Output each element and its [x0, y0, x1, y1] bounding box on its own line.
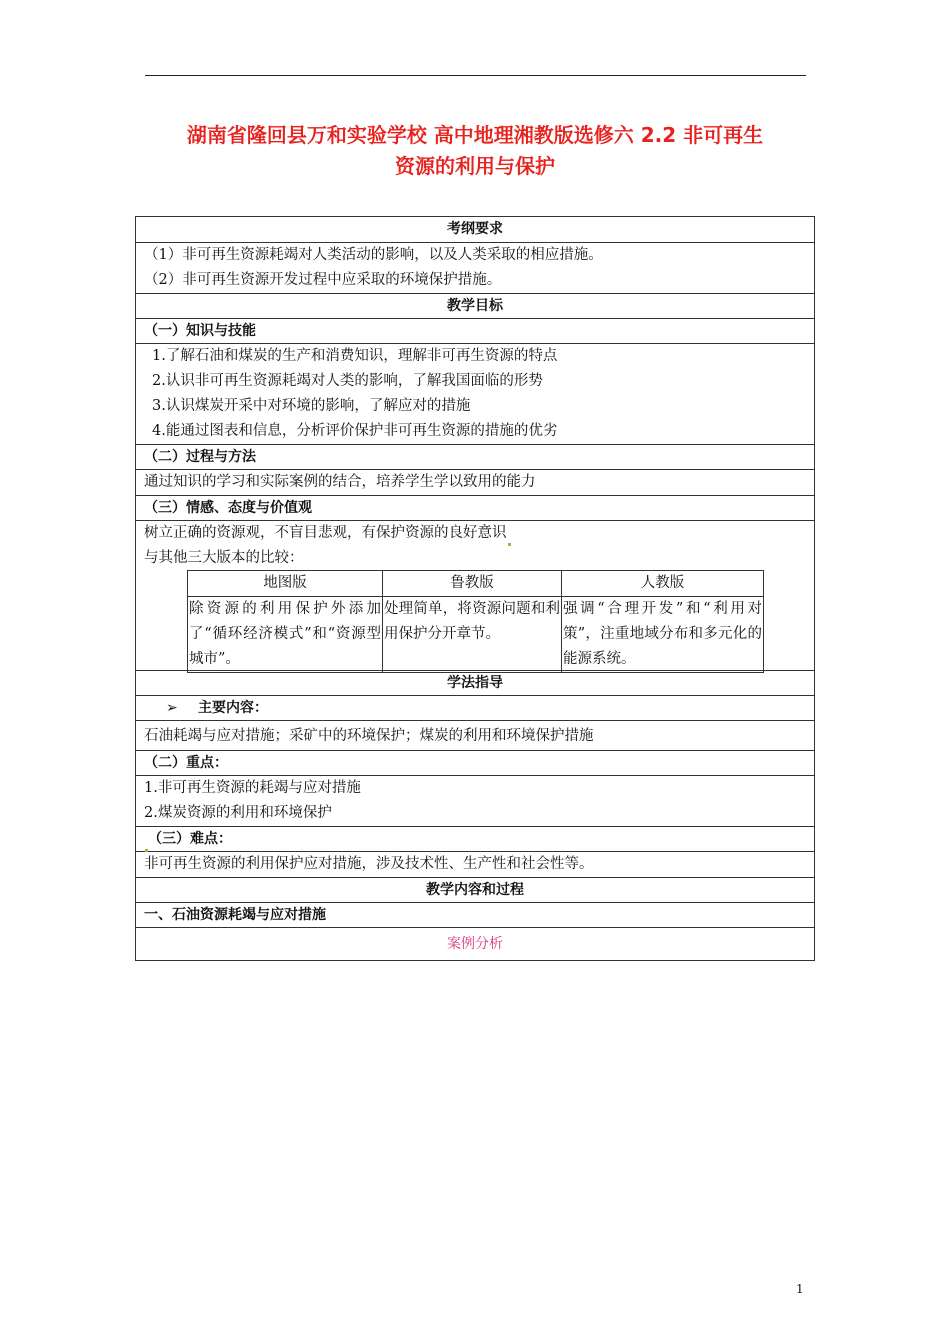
- comparison-body-row: [188, 597, 764, 673]
- emotion-section: [136, 520, 814, 670]
- lesson-table: [135, 216, 815, 961]
- mubiao-heading: 教学目标: [136, 293, 814, 318]
- main-content-text: 石油耗竭与应对措施；采矿中的环境保护；煤炭的利用和环境保护措施: [136, 720, 814, 750]
- emotion-text-line: 树立正确的资源观，不盲目悲观，有保护资源的良好意识: [144, 521, 511, 546]
- title-line-1: 湖南省隆回县万和实验学校 高中地理湘教版选修六 2.2 非可再生: [186, 123, 764, 147]
- key-item-1: 1.非可再生资源的耗竭与应对措施: [144, 780, 361, 796]
- page-number: 1: [796, 1282, 804, 1296]
- process-heading: （二）过程与方法: [136, 444, 814, 469]
- comparison-header-lujiao: 鲁教版: [383, 571, 562, 597]
- difficult-heading: （三）难点：: [136, 826, 814, 851]
- header-rule: [145, 75, 806, 76]
- title-line-2: 资源的利用与保护: [395, 154, 555, 178]
- process-content-heading: 教学内容和过程: [136, 877, 814, 902]
- kaogang-item-2: （2）非可再生资源开发过程中应采取的环境保护措施。: [144, 272, 502, 288]
- knowledge-heading: （一）知识与技能: [136, 318, 814, 343]
- difficult-text: 非可再生资源的利用保护应对措施，涉及技术性、生产性和社会性等。: [136, 851, 814, 877]
- kaogang-heading: 考纲要求: [447, 221, 503, 237]
- kaogang-item-1: （1）非可再生资源耗竭对人类活动的影响，以及人类采取的相应措施。: [144, 247, 603, 263]
- xuefa-heading: 学法指导: [136, 670, 814, 695]
- comparison-cell-renjiao: 强调“合理开发”和“利用对策”，注重地域分布和多元化的能源系统。: [562, 597, 764, 673]
- comparison-cell-ditu: 除资源的利用保护外添加了“循环经济模式”和“资源型城市”。: [188, 597, 383, 673]
- green-dot-mark: [508, 543, 511, 546]
- oil-section-heading: 一、石油资源耗竭与应对措施: [136, 902, 814, 927]
- knowledge-items: [136, 343, 814, 444]
- arrow-bullet-icon: ➢: [166, 700, 178, 716]
- knowledge-item-2: 2.认识非可再生资源耗竭对人类的影响，了解我国面临的形势: [152, 373, 543, 389]
- main-content-heading: ➢ 主要内容：: [136, 695, 814, 720]
- key-item-2: 2.煤炭资源的利用和环境保护: [144, 805, 332, 821]
- knowledge-item-4: 4.能通过图表和信息，分析评价保护非可再生资源的措施的优劣: [152, 423, 558, 439]
- key-items: [136, 775, 814, 826]
- emotion-heading: （三）情感、态度与价值观: [136, 495, 814, 520]
- document-title: [135, 120, 815, 182]
- process-text: 通过知识的学习和实际案例的结合，培养学生学以致用的能力: [136, 469, 814, 495]
- comparison-table: [187, 570, 764, 673]
- key-heading: （二）重点：: [136, 750, 814, 775]
- kaogang-items: [136, 242, 814, 293]
- comparison-cell-lujiao: 处理简单，将资源问题和利用保护分开章节。: [383, 597, 562, 673]
- comparison-intro: 与其他三大版本的比较：: [144, 550, 304, 566]
- case-analysis-label: 案例分析: [136, 927, 814, 960]
- comparison-header-renjiao: 人教版: [562, 571, 764, 597]
- knowledge-item-3: 3.认识煤炭开采中对环境的影响，了解应对的措施: [152, 398, 471, 414]
- comparison-header-ditu: 地图版: [188, 571, 383, 597]
- comparison-header-row: [188, 571, 764, 597]
- knowledge-item-1: 1.了解石油和煤炭的生产和消费知识，理解非可再生资源的特点: [152, 348, 558, 364]
